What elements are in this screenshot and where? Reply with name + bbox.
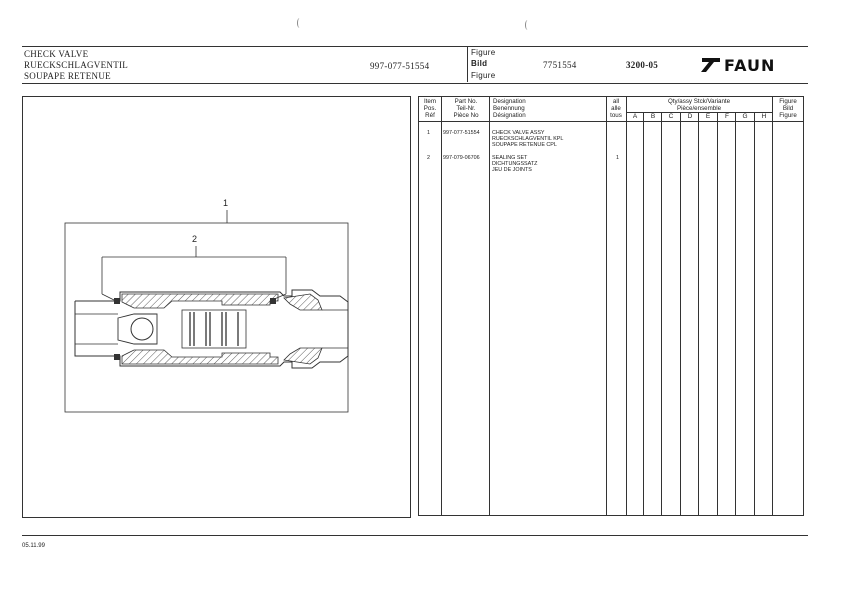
table-row[interactable] [418,155,804,177]
header-title-de: RUECKSCHLAGVENTIL [24,60,129,70]
table-row[interactable] [418,130,804,152]
row-item: 1 [427,130,430,136]
row-designation-fr: JEU DE JOINTS [492,167,532,173]
footer-date: 05.11.99 [22,543,45,549]
check-ball [131,318,153,340]
row-designation-en: SEALING SET [492,155,528,161]
faun-logo-icon [700,56,722,74]
callout-1: 1 [223,198,229,208]
variant-a: A [632,113,638,120]
variant-h: H [761,113,767,120]
scan-mark-left [297,18,302,28]
variant-g: G [742,113,748,120]
row-designation-en: CHECK VALVE ASSY [492,130,545,136]
table-header-rule [418,121,804,122]
header-all-de: alle [611,105,621,112]
header-item [418,98,442,119]
header-part-en: Part No. [454,98,478,105]
header-qty [626,98,772,112]
row-designation-de: DICHTUNGSSATZ [492,161,538,167]
row-all: 1 [616,155,619,161]
figure-label-de: Bild [471,59,488,68]
header-qty-en: Qty/assy Stck/Variante [667,98,731,105]
section-number: 3200-05 [626,60,659,70]
header-designation-en: Designation [493,98,526,105]
faun-logo [700,55,800,77]
header-designation-fr: Désignation [493,112,526,119]
callout-2: 2 [192,234,198,244]
row-designation-de: RUECKSCHLAGVENTIL KPL [492,136,564,142]
variant-c: C [668,113,674,120]
header-figure-de: Bild [782,105,794,112]
figure-label-en: Figure [471,48,496,57]
variant-b: B [650,113,656,120]
header-all [606,98,626,119]
figure-number: 7751554 [543,60,577,70]
faun-logo-text: FAUN [724,56,776,75]
spring [190,312,238,346]
header-designation-de: Benennung [493,105,525,112]
header-all-en: all [612,98,620,105]
header-all-fr: tous [610,112,622,119]
variant-d: D [687,113,693,120]
header-part [442,98,490,119]
row-designation-fr: SOUPAPE RETENUE CPL [492,142,557,148]
header-divider [467,46,468,82]
footer-rule [22,535,808,536]
figure-label-fr: Figure [471,71,496,80]
header-part-de: Teil-Nr. [456,105,476,112]
header-title-en: CHECK VALVE [24,49,89,59]
header-item-fr: Réf [425,112,435,119]
header-part-number: 997-077-51554 [370,61,430,71]
header-part-fr: Pièce No [453,112,479,119]
row-part: 997-077-51554 [443,130,480,136]
header-item-en: Item [423,98,437,105]
header-item-de: Pos. [423,105,437,112]
scan-mark-right [525,20,530,30]
variant-e: E [705,113,711,120]
header-qty-fr: Pièce/ensemble [676,105,722,112]
header-designation [493,98,526,119]
check-valve-drawing [22,96,410,517]
header-figure [772,98,804,119]
row-part: 997-079-06706 [443,155,480,161]
header-figure-en: Figure [779,98,797,105]
header-title-fr: SOUPAPE RETENUE [24,71,111,81]
variant-f: F [725,113,729,120]
header-figure-fr: Figure [779,112,797,119]
row-item: 2 [427,155,430,161]
